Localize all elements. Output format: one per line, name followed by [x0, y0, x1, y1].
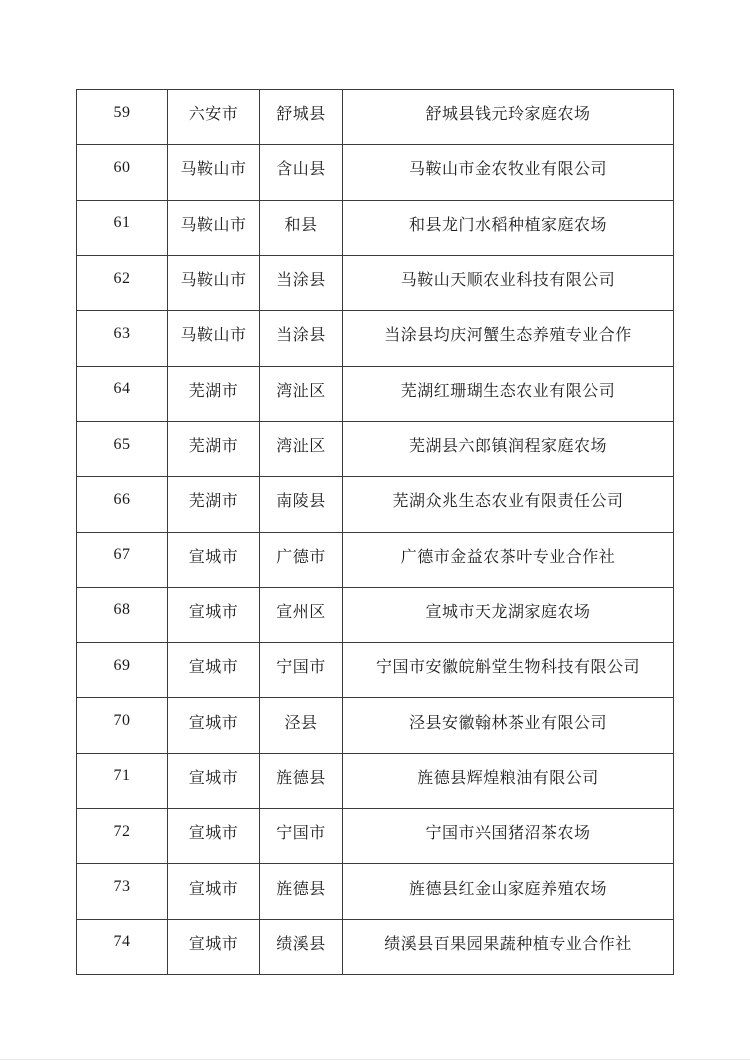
cell-city: 芜湖市 — [168, 366, 260, 421]
cell-index: 63 — [77, 311, 168, 366]
table-row — [77, 255, 674, 310]
table-row — [77, 698, 674, 753]
table-row — [77, 421, 674, 476]
cell-name: 舒城县钱元玲家庭农场 — [343, 90, 674, 145]
cell-name: 旌德县辉煌粮油有限公司 — [343, 753, 674, 808]
cell-city: 宣城市 — [168, 919, 260, 974]
table-row — [77, 311, 674, 366]
cell-index: 62 — [77, 255, 168, 310]
table-row — [77, 643, 674, 698]
cell-city: 宣城市 — [168, 698, 260, 753]
table-row — [77, 200, 674, 255]
cell-city: 宣城市 — [168, 753, 260, 808]
cell-name: 马鞍山市金农牧业有限公司 — [343, 145, 674, 200]
cell-name: 和县龙门水稻种植家庭农场 — [343, 200, 674, 255]
cell-name: 宣城市天龙湖家庭农场 — [343, 587, 674, 642]
cell-county: 旌德县 — [260, 864, 343, 919]
cell-county: 宁国市 — [260, 643, 343, 698]
cell-index: 67 — [77, 532, 168, 587]
cell-county: 当涂县 — [260, 311, 343, 366]
cell-index: 71 — [77, 753, 168, 808]
cell-county: 宣州区 — [260, 587, 343, 642]
cell-index: 61 — [77, 200, 168, 255]
cell-name: 芜湖众兆生态农业有限责任公司 — [343, 477, 674, 532]
cell-county: 含山县 — [260, 145, 343, 200]
cell-county: 湾沚区 — [260, 366, 343, 421]
cell-name: 旌德县红金山家庭养殖农场 — [343, 864, 674, 919]
cell-city: 马鞍山市 — [168, 311, 260, 366]
cell-city: 宣城市 — [168, 587, 260, 642]
cell-name: 芜湖县六郎镇润程家庭农场 — [343, 421, 674, 476]
cell-county: 舒城县 — [260, 90, 343, 145]
cell-county: 和县 — [260, 200, 343, 255]
cell-index: 59 — [77, 90, 168, 145]
table-row — [77, 809, 674, 864]
cell-name: 广德市金益农茶叶专业合作社 — [343, 532, 674, 587]
cell-index: 72 — [77, 809, 168, 864]
cell-name: 宁国市安徽皖斛堂生物科技有限公司 — [343, 643, 674, 698]
cell-index: 60 — [77, 145, 168, 200]
table-row — [77, 753, 674, 808]
org-list-table — [76, 89, 674, 975]
cell-city: 芜湖市 — [168, 421, 260, 476]
cell-index: 68 — [77, 587, 168, 642]
cell-county: 南陵县 — [260, 477, 343, 532]
cell-index: 65 — [77, 421, 168, 476]
cell-city: 芜湖市 — [168, 477, 260, 532]
cell-name: 芜湖红珊瑚生态农业有限公司 — [343, 366, 674, 421]
table-row — [77, 864, 674, 919]
cell-index: 73 — [77, 864, 168, 919]
cell-county: 绩溪县 — [260, 919, 343, 974]
table-row — [77, 90, 674, 145]
cell-city: 六安市 — [168, 90, 260, 145]
table-row — [77, 145, 674, 200]
table-row — [77, 477, 674, 532]
cell-city: 马鞍山市 — [168, 200, 260, 255]
cell-name: 绩溪县百果园果蔬种植专业合作社 — [343, 919, 674, 974]
cell-index: 74 — [77, 919, 168, 974]
cell-county: 泾县 — [260, 698, 343, 753]
cell-city: 宣城市 — [168, 809, 260, 864]
cell-index: 64 — [77, 366, 168, 421]
cell-city: 宣城市 — [168, 643, 260, 698]
cell-county: 当涂县 — [260, 255, 343, 310]
cell-city: 马鞍山市 — [168, 255, 260, 310]
table-row — [77, 532, 674, 587]
cell-city: 宣城市 — [168, 864, 260, 919]
cell-county: 广德市 — [260, 532, 343, 587]
cell-name: 泾县安徽翰林茶业有限公司 — [343, 698, 674, 753]
cell-county: 宁国市 — [260, 809, 343, 864]
cell-index: 66 — [77, 477, 168, 532]
cell-name: 当涂县均庆河蟹生态养殖专业合作 — [343, 311, 674, 366]
cell-county: 旌德县 — [260, 753, 343, 808]
cell-county: 湾沚区 — [260, 421, 343, 476]
cell-name: 宁国市兴国猪沼茶农场 — [343, 809, 674, 864]
cell-index: 69 — [77, 643, 168, 698]
table-row — [77, 919, 674, 974]
cell-city: 宣城市 — [168, 532, 260, 587]
cell-index: 70 — [77, 698, 168, 753]
table-row — [77, 366, 674, 421]
cell-city: 马鞍山市 — [168, 145, 260, 200]
cell-name: 马鞍山天顺农业科技有限公司 — [343, 255, 674, 310]
table-row — [77, 587, 674, 642]
